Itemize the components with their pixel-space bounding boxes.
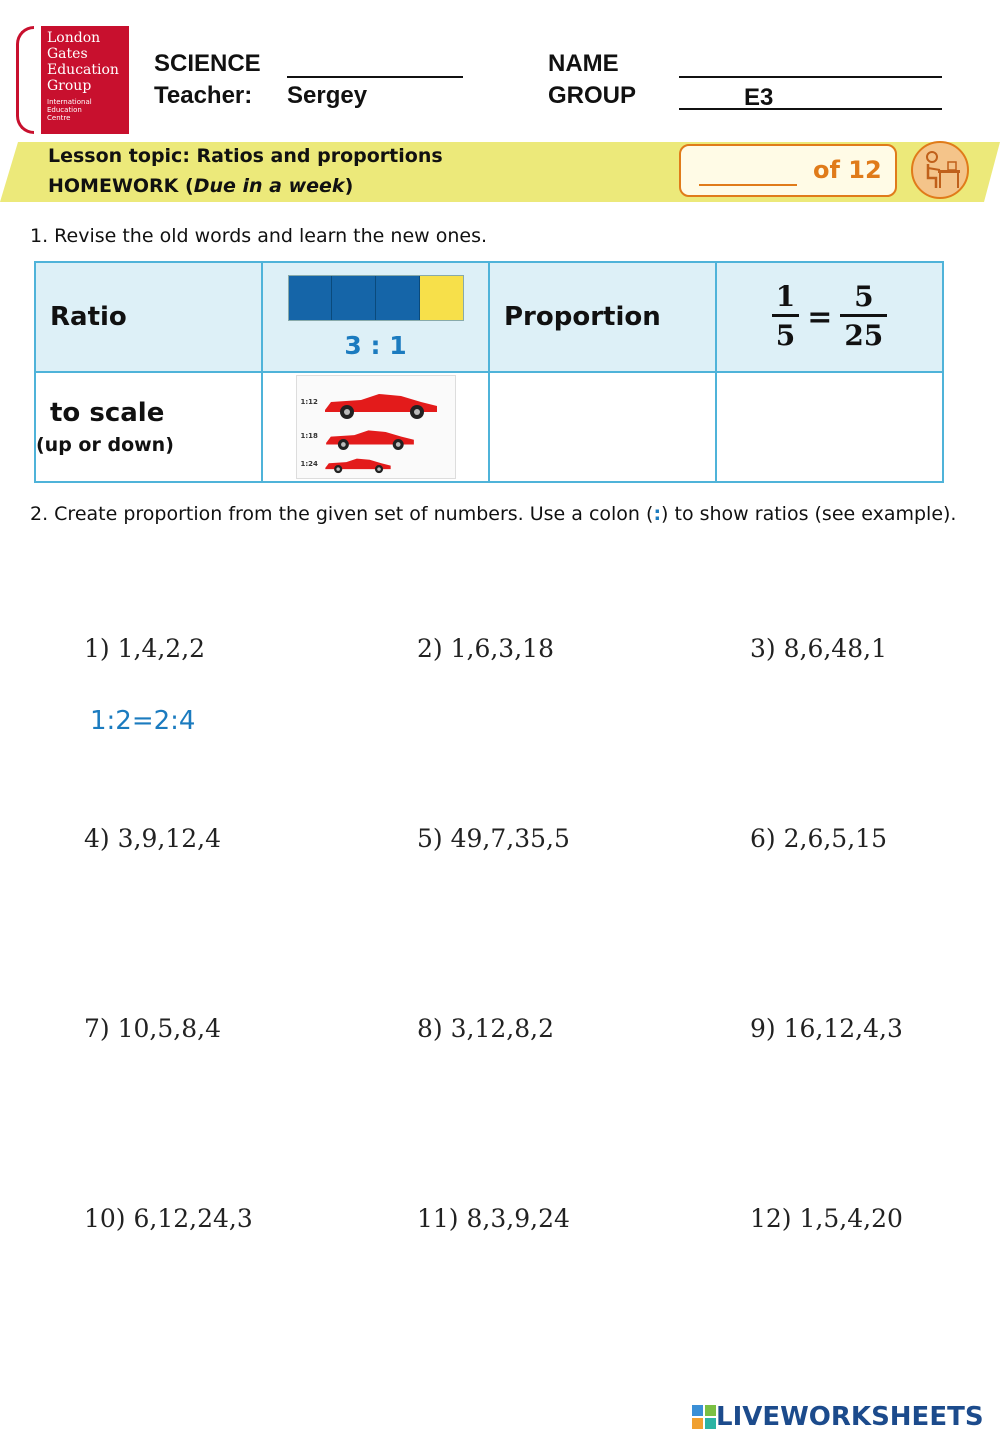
scale-term — [36, 398, 261, 456]
numerator: 1 — [775, 279, 796, 313]
vocab-term-cell — [35, 372, 262, 482]
homework-line — [48, 175, 353, 197]
proportion-example — [717, 280, 942, 355]
school-logo — [16, 26, 132, 136]
red-car-icon — [323, 454, 393, 476]
task1-instruction: 1. Revise the old words and learn the new ones. — [30, 225, 488, 247]
homework-prefix: HOMEWORK ( — [48, 175, 194, 197]
science-label: SCIENCE — [154, 50, 261, 77]
problem-item: 11) 8,3,9,24 — [417, 1204, 570, 1233]
vocab-term-cell — [489, 262, 716, 372]
scale-cars-image — [296, 375, 456, 479]
student-at-desk-icon — [910, 140, 970, 200]
liveworksheets-logo — [692, 1402, 984, 1432]
footer-brand: LIVEWORKSHEETS — [716, 1402, 984, 1432]
scale-term-sub: (up or down) — [36, 434, 174, 456]
proportion-illustration-cell — [716, 262, 943, 372]
empty-cell — [716, 372, 943, 482]
group-line — [679, 108, 942, 110]
problem-item: 2) 1,6,3,18 — [417, 634, 554, 663]
red-car-icon — [323, 426, 417, 452]
ratio-bar-segment — [420, 276, 463, 320]
homework-due: Due in a week — [193, 175, 345, 197]
scale-label: 1:18 — [300, 432, 318, 440]
problem-item: 6) 2,6,5,15 — [750, 824, 887, 853]
logo-name-line: Group — [47, 78, 92, 94]
problem-item: 7) 10,5,8,4 — [84, 1014, 221, 1043]
logo-sub-line: International — [47, 98, 92, 106]
red-car-icon — [321, 390, 441, 420]
ratio-term: Ratio — [50, 302, 127, 332]
task2-instruction-b: ) to show ratios (see example). — [661, 503, 957, 525]
group-label: GROUP — [548, 82, 637, 109]
ratio-bar-segment — [376, 276, 420, 320]
ratio-bar-segment — [332, 276, 376, 320]
name-input-line[interactable] — [679, 76, 942, 78]
fraction-right — [840, 280, 887, 355]
denominator: 25 — [844, 318, 884, 352]
ratio-bar-segment — [289, 276, 333, 320]
logo-sub-line: Centre — [47, 114, 71, 122]
vocab-row — [35, 262, 943, 372]
problem-item: 1) 1,4,2,2 — [84, 634, 206, 663]
lesson-topic: Lesson topic: Ratios and proportions — [48, 145, 443, 167]
logo-arc — [16, 26, 34, 134]
empty-cell — [489, 372, 716, 482]
vocabulary-table — [34, 261, 944, 483]
scale-illustration-cell — [262, 372, 489, 482]
scale-label: 1:24 — [300, 460, 318, 468]
logo-name-line: London — [47, 30, 101, 46]
proportion-term: Proportion — [504, 302, 661, 332]
logo-name-line: Education — [47, 62, 119, 78]
logo-box — [41, 26, 129, 134]
ratio-example: 3 : 1 — [344, 330, 407, 360]
equals-sign: = — [807, 299, 833, 335]
scale-term-text: to scale — [50, 398, 165, 428]
numerator: 5 — [854, 279, 874, 313]
teacher-label: Teacher: — [154, 82, 253, 109]
problem-item: 9) 16,12,4,3 — [750, 1014, 903, 1043]
example-answer: 1:2=2:4 — [90, 706, 196, 736]
problem-item: 5) 49,7,35,5 — [417, 824, 570, 853]
teacher-value: Sergey — [287, 82, 368, 109]
fraction-left — [772, 280, 799, 355]
homework-suffix: ) — [344, 175, 354, 197]
problem-item: 12) 1,5,4,20 — [750, 1204, 903, 1233]
problem-item: 10) 6,12,24,3 — [84, 1204, 253, 1233]
task2-instruction — [30, 498, 960, 530]
name-label: NAME — [548, 50, 619, 77]
score-box — [679, 144, 897, 197]
denominator: 5 — [775, 318, 796, 352]
problem-item: 3) 8,6,48,1 — [750, 634, 887, 663]
ratio-bar-diagram — [288, 275, 464, 321]
score-input[interactable] — [699, 154, 797, 186]
group-value: E3 — [744, 84, 774, 111]
vocab-term-cell — [35, 262, 262, 372]
problem-item: 4) 3,9,12,4 — [84, 824, 221, 853]
logo-sub-line: Education — [47, 106, 82, 114]
task2-instruction-colon: : — [653, 503, 662, 525]
problem-item: 8) 3,12,8,2 — [417, 1014, 554, 1043]
task2-instruction-a: 2. Create proportion from the given set of numbers. Use a colon ( — [30, 503, 654, 525]
score-total: of 12 — [813, 156, 882, 184]
vocab-row — [35, 372, 943, 482]
logo-name-line: Gates — [47, 46, 88, 62]
scale-label: 1:12 — [300, 398, 318, 406]
liveworksheets-icon — [692, 1405, 716, 1429]
ratio-illustration-cell — [262, 262, 489, 372]
science-input-line[interactable] — [287, 76, 463, 78]
